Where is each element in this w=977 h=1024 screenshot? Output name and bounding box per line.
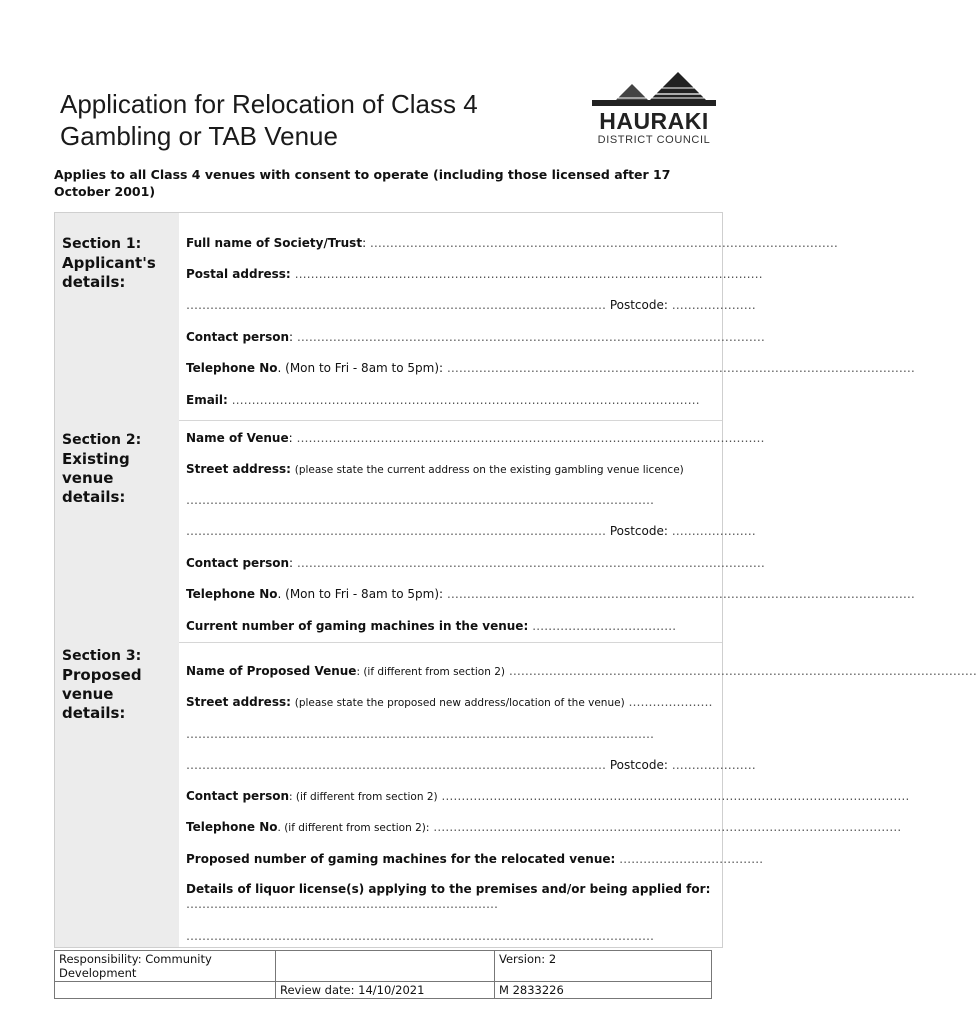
section-1-subtitle: Applicant's — [62, 254, 156, 272]
proposed-street-address-label: Street address: — [186, 695, 291, 709]
full-name-label: Full name of Society/Trust — [186, 236, 363, 250]
section-1-subtitle-2: details: — [62, 273, 126, 291]
existing-telephone-field[interactable]: Telephone No. (Mon to Fri - 8am to 5pm): ……………………………………………………………………………………………………… — [186, 587, 915, 601]
postal-address-line-2[interactable]: …………………………………………………………………………………………… Postcode: ………………… — [186, 298, 756, 312]
existing-street-address-line-3[interactable]: …………………………………………………………………………………………… Postcode: ………………… — [186, 524, 756, 538]
council-logo — [592, 70, 716, 152]
mountain-icon — [592, 70, 716, 110]
proposed-telephone-field[interactable]: Telephone No. (if different from section 2): ……………………………………………………………………………………………………… — [186, 820, 902, 834]
section-divider-1 — [179, 420, 722, 421]
proposed-postcode-label: Postcode: — [609, 758, 668, 772]
document-title — [60, 88, 478, 152]
existing-contact-person-label: Contact person — [186, 556, 290, 570]
postal-address-label: Postal address: — [186, 267, 291, 281]
existing-street-address-field[interactable]: Street address: (please state the current address on the existing gambling venue licence) — [186, 462, 684, 476]
title-line-2: Gambling or TAB Venue — [60, 121, 338, 151]
contact-person-label: Contact person — [186, 330, 290, 344]
liquor-license-field[interactable]: Details of liquor license(s) applying to the premises and/or being applied for: …………………………………………………………………… — [186, 882, 711, 911]
proposed-street-address-field[interactable]: Street address: (please state the proposed new address/location of the venue) ………………… — [186, 695, 713, 709]
postcode-label: Postcode: — [609, 298, 668, 312]
full-name-field[interactable]: Full name of Society/Trust: ……………………………………………………………………………………………………… — [186, 236, 838, 250]
existing-venue-name-label: Name of Venue — [186, 431, 289, 445]
proposed-telephone-label: Telephone No — [186, 820, 278, 834]
existing-postcode-label: Postcode: — [609, 524, 668, 538]
existing-telephone-label: Telephone No — [186, 587, 278, 601]
section-3-title: Section 3: — [62, 648, 142, 664]
proposed-machines-field[interactable]: Proposed number of gaming machines for the relocated venue: ……………………………… — [186, 852, 764, 866]
existing-street-address-label: Street address: — [186, 462, 291, 476]
existing-street-address-line-2[interactable]: ……………………………………………………………………………………………………… — [186, 493, 654, 507]
proposed-street-address-line-2[interactable]: ……………………………………………………………………………………………………… — [186, 727, 654, 741]
proposed-street-address-line-3[interactable]: …………………………………………………………………………………………… Postcode: ………………… — [186, 758, 756, 772]
section-divider-2 — [179, 642, 722, 643]
telephone-field[interactable]: Telephone No. (Mon to Fri - 8am to 5pm): ……………………………………………………………………………………………………… — [186, 361, 915, 375]
proposed-contact-person-field[interactable]: Contact person: (if different from section 2) ……………………………………………………………………………………………………… — [186, 789, 910, 803]
section-3-label: Section 3: Proposed venue details: — [62, 648, 142, 722]
footer-responsibility: Responsibility: Community Development — [55, 951, 276, 982]
application-form — [54, 212, 977, 948]
liquor-license-line-2[interactable]: ……………………………………………………………………………………………………… — [186, 929, 654, 943]
applies-note: Applies to all Class 4 venues with consent to operate (including those licensed after 17 October 2001) — [54, 167, 671, 199]
existing-machines-label: Current number of gaming machines in the venue: — [186, 619, 529, 633]
proposed-machines-label: Proposed number of gaming machines for the relocated venue: — [186, 852, 616, 866]
logo-subtitle: DISTRICT COUNCIL — [597, 134, 711, 146]
section-1-label — [62, 235, 156, 292]
section-2-label: Section 2: Existing venue details: — [62, 432, 142, 506]
proposed-venue-name-label: Name of Proposed Venue — [186, 664, 357, 678]
proposed-contact-person-label: Contact person — [186, 789, 290, 803]
footer-empty — [276, 951, 495, 982]
section-1-title: Section 1: — [62, 236, 142, 252]
title-line-1: Application for Relocation of Class 4 — [60, 89, 478, 119]
existing-venue-name-field[interactable]: Name of Venue: ……………………………………………………………………………………………………… — [186, 431, 765, 445]
logo-name: HAURAKI — [599, 108, 709, 134]
section-2-title: Section 2: — [62, 432, 142, 448]
contact-person-field[interactable]: Contact person: ……………………………………………………………………………………………………… — [186, 330, 765, 344]
section-sidebar — [55, 213, 179, 947]
footer-empty-2 — [55, 982, 276, 999]
existing-machines-field[interactable]: Current number of gaming machines in the venue: ……………………………… — [186, 619, 677, 633]
telephone-label: Telephone No — [186, 361, 278, 375]
liquor-license-label: Details of liquor license(s) applying to the premises and/or being applied for: — [186, 882, 711, 896]
postal-address-field[interactable]: Postal address: ……………………………………………………………………………………………………… — [186, 267, 763, 281]
footer-reference: M 2833226 — [495, 982, 712, 999]
existing-contact-person-field[interactable]: Contact person: ……………………………………………………………………………………………………… — [186, 556, 765, 570]
footer-review-date: Review date: 14/10/2021 — [276, 982, 495, 999]
proposed-venue-name-field[interactable]: Name of Proposed Venue: (if different from section 2) ……………………………………………………………………………………………………… — [186, 664, 977, 678]
email-label: Email: — [186, 393, 228, 407]
document-footer — [54, 950, 712, 999]
email-field[interactable]: Email: ……………………………………………………………………………………………………… — [186, 393, 700, 407]
footer-version: Version: 2 — [495, 951, 712, 982]
